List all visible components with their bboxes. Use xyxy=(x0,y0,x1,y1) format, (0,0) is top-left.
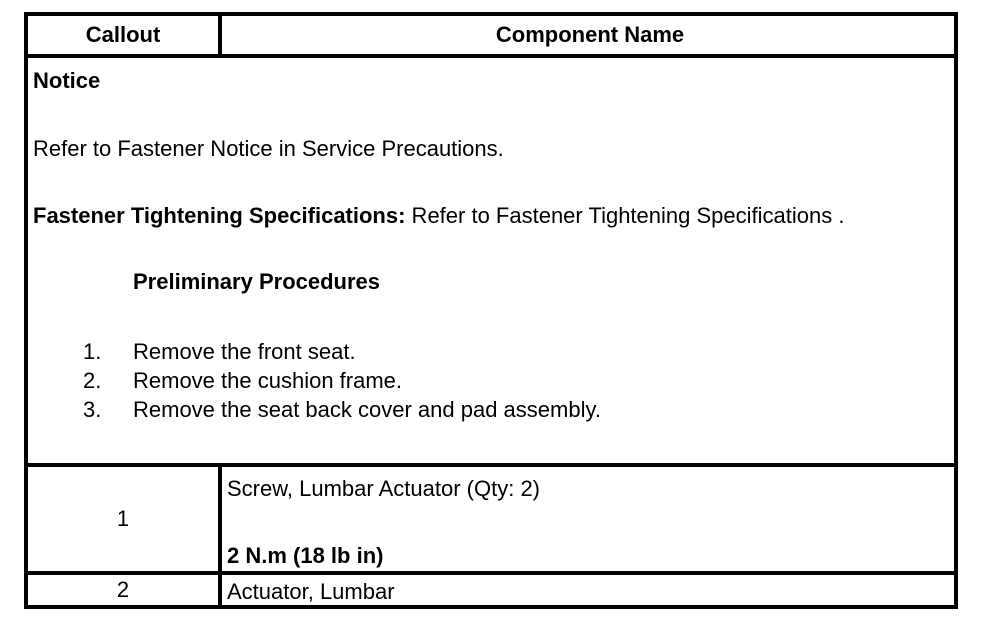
header-divider xyxy=(28,54,954,58)
components-table xyxy=(24,12,958,609)
row-1-callout-value: 1 xyxy=(116,506,130,531)
rows-column-divider xyxy=(218,463,222,605)
row-1-torque: 2 N.m (18 lb in) xyxy=(227,543,384,568)
header-column-divider xyxy=(218,16,222,54)
step-1-number: 1. xyxy=(83,339,102,364)
step-3-text: Remove the seat back cover and pad assembly. xyxy=(133,397,601,422)
step-1-text: Remove the front seat. xyxy=(133,339,356,364)
spec-label: Fastener Tightening Specifications: xyxy=(33,203,406,228)
row-2-name: Actuator, Lumbar xyxy=(227,579,395,604)
row-1-name: Screw, Lumbar Actuator (Qty: 2) xyxy=(227,476,541,501)
header-callout-label: Callout xyxy=(85,22,161,47)
preliminary-procedures-title: Preliminary Procedures xyxy=(133,269,381,294)
spec-text: Refer to Fastener Tightening Specifications . xyxy=(405,203,845,228)
header-callout xyxy=(28,16,218,54)
row-2-callout xyxy=(28,575,218,605)
notice-title: Notice xyxy=(33,68,101,93)
spec-line xyxy=(33,203,844,229)
step-2-text: Remove the cushion frame. xyxy=(133,368,403,393)
step-2-number: 2. xyxy=(83,368,102,393)
header-component-name xyxy=(222,16,958,54)
row-1-callout xyxy=(28,467,218,571)
header-component-name-label: Component Name xyxy=(495,22,685,47)
row-2-callout-value: 2 xyxy=(116,577,130,602)
step-3-number: 3. xyxy=(83,397,102,422)
notice-text: Refer to Fastener Notice in Service Precautions. xyxy=(33,136,504,161)
